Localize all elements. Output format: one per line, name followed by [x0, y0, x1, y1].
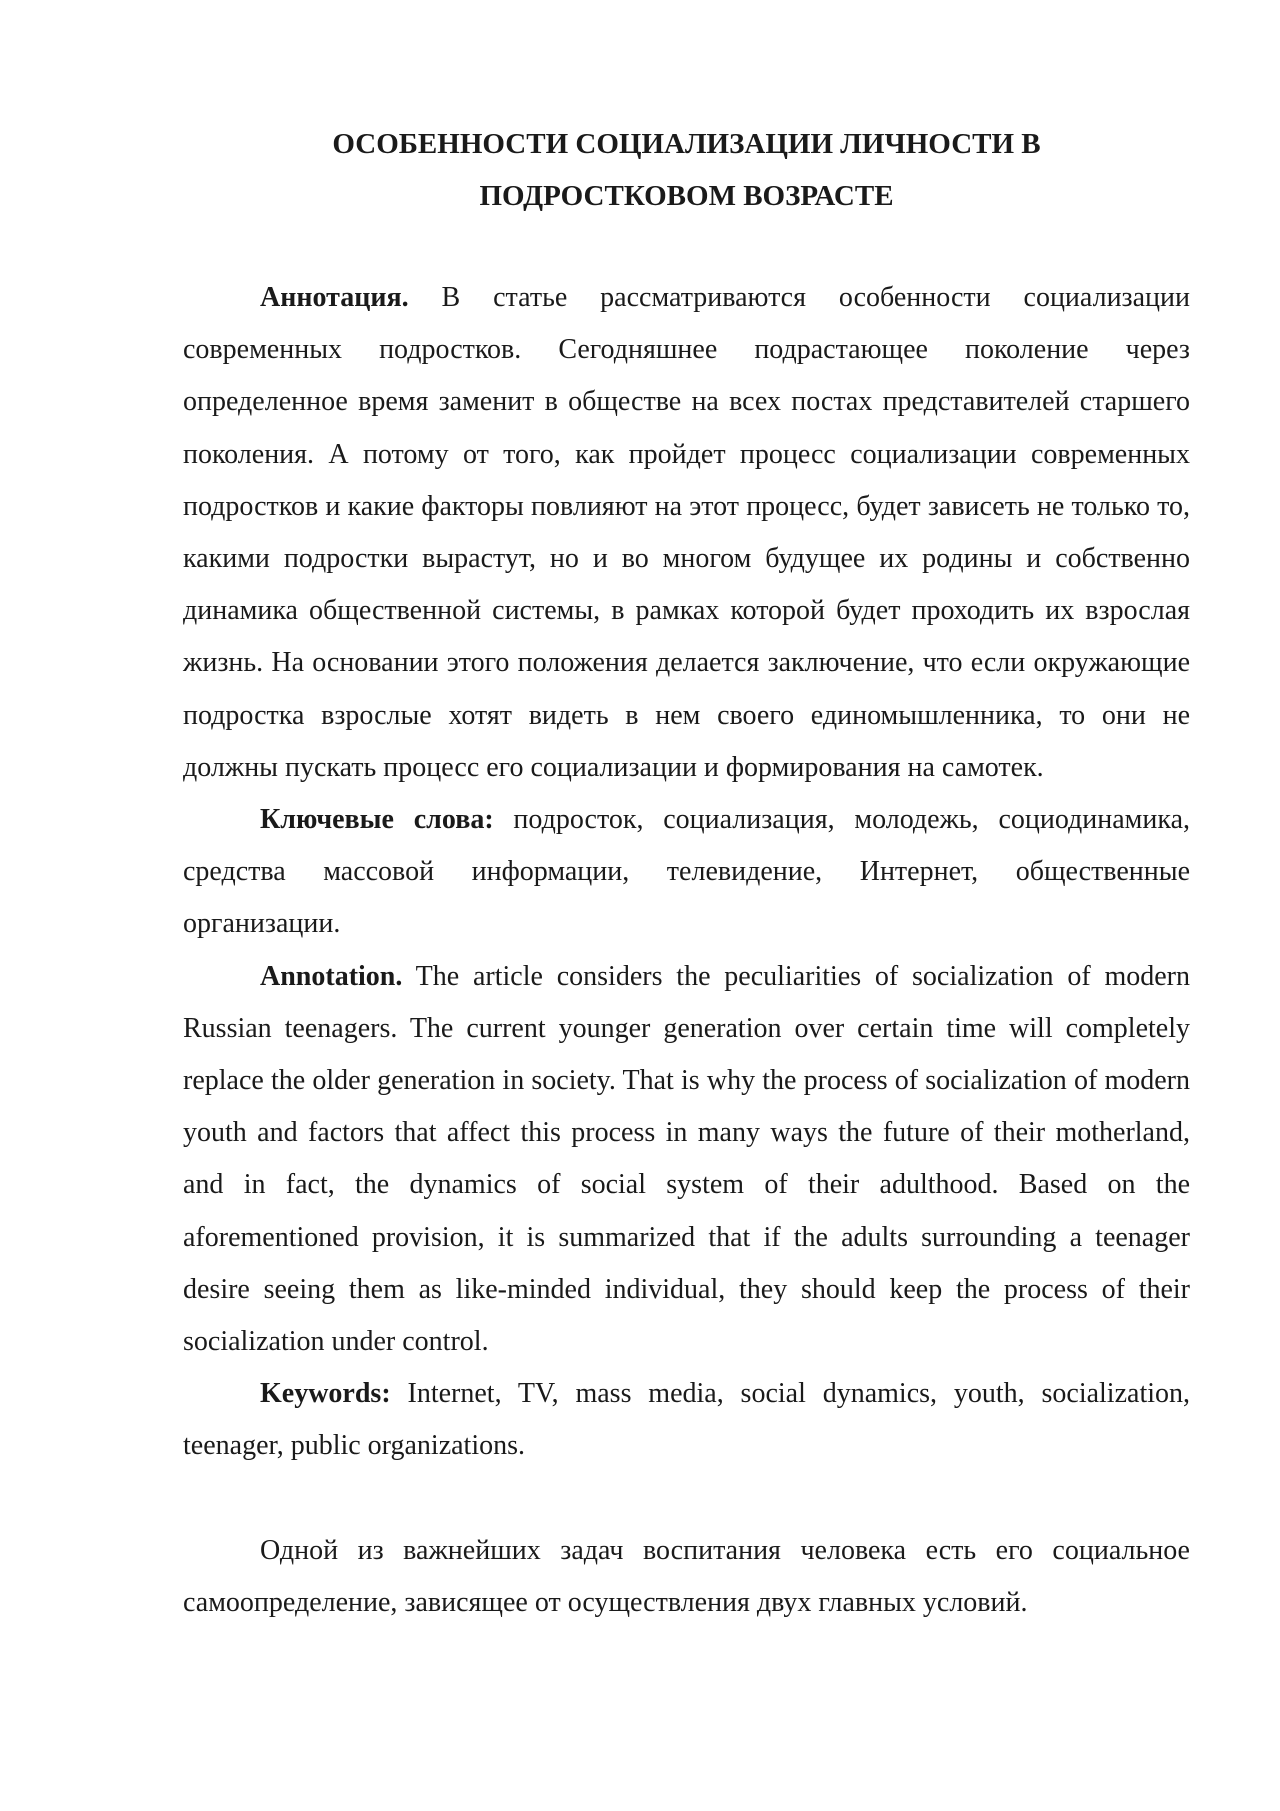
- annotation-en-text: The article considers the peculiarities of socialization of modern Russian teenagers. The current younger generation over certain time will completely replace the older generation in society. That is why the process of socialization of modern youth and factors that affect this process in many ways the future of their motherland, and in fact, the dynamics of social system of their adulthood. Based on the aforementioned provision, it is summarized that if the adults surrounding a teenager desire seeing them as like-minded individual, they should keep the process of their socialization under control.: [183, 960, 1190, 1358]
- keywords-en-label: Keywords:: [260, 1378, 391, 1410]
- keywords-ru-paragraph: [183, 794, 1190, 951]
- title-line-1: ОСОБЕННОСТИ СОЦИАЛИЗАЦИИ ЛИЧНОСТИ В: [332, 128, 1041, 160]
- keywords-ru-text: подросток, социализация, молодежь, социодинамика, средства массовой информации, телевидение, Интернет, общественные организации.: [183, 804, 1190, 940]
- annotation-ru-text: В статье рассматриваются особенности социализации современных подростков. Сегодняшнее подрастающее поколение через определенное время заменит в обществе на всех постах представителей старшего поколения. А потому от того, как пройдет процесс социализации современных подростков и какие факторы повлияют на этот процесс, будет зависеть не только то, какими подростки вырастут, но и во многом будущее их родины и собственно динамика общественной системы, в рамках которой будет проходить их взрослая жизнь. На основании этого положения делается заключение, что если окружающие подростка взрослые хотят видеть в нем своего единомышленника, то они не должны пускать процесс его социализации и формирования на самотек.: [183, 282, 1190, 783]
- body-start-paragraph: Одной из важнейших задач воспитания человека есть его социальное самоопределение, зависящее от осуществления двух главных условий.: [183, 1534, 1190, 1618]
- keywords-ru-label: Ключевые слова:: [260, 804, 494, 836]
- annotation-ru-label: Аннотация.: [260, 282, 409, 313]
- keywords-en-paragraph: [183, 1368, 1190, 1472]
- article-title: [180, 118, 1193, 222]
- article-body: [183, 272, 1190, 1629]
- keywords-en-text: Internet, TV, mass media, social dynamics, youth, socialization, teenager, public organizations.: [183, 1378, 1190, 1462]
- annotation-ru-paragraph: [183, 272, 1190, 794]
- annotation-en-paragraph: [183, 951, 1190, 1369]
- title-line-2: ПОДРОСТКОВОМ ВОЗРАСТЕ: [479, 180, 894, 212]
- annotation-en-label: Annotation.: [260, 960, 403, 992]
